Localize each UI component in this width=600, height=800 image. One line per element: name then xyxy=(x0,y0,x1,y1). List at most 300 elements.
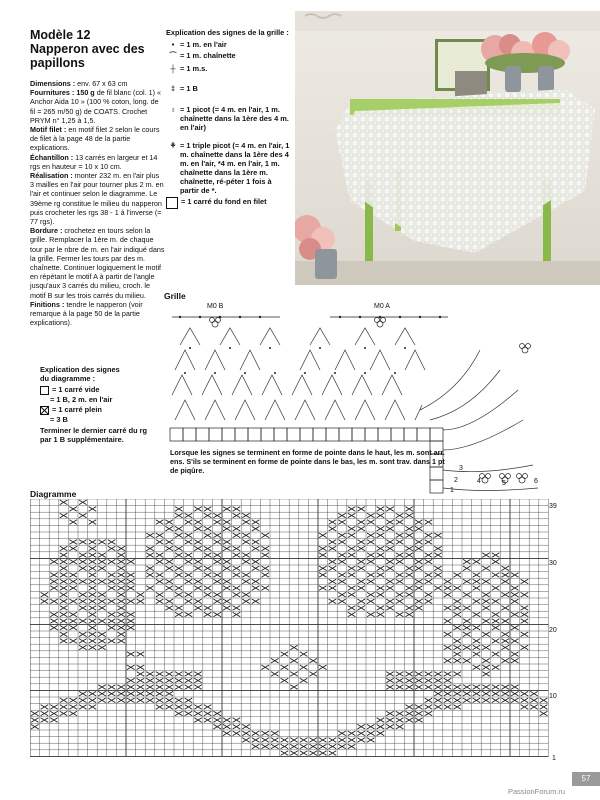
filled-cell xyxy=(377,513,385,518)
filled-cell xyxy=(405,513,413,518)
filled-cell xyxy=(117,698,125,703)
filled-cell xyxy=(473,573,481,578)
filled-cell xyxy=(89,632,97,637)
filled-cell xyxy=(233,606,241,611)
filled-cell xyxy=(405,606,413,611)
filled-cell xyxy=(146,553,154,558)
filled-cell xyxy=(453,573,461,578)
filled-cell xyxy=(444,691,452,696)
grille-row-1: 1 xyxy=(450,487,454,494)
filled-cell xyxy=(319,751,327,756)
filled-cell xyxy=(69,546,77,551)
filled-cell xyxy=(444,579,452,584)
filled-cell xyxy=(165,540,173,545)
filled-cell xyxy=(511,639,519,644)
filled-cell xyxy=(329,744,337,749)
filled-cell xyxy=(463,619,471,624)
filled-cell xyxy=(261,546,269,551)
filled-cell xyxy=(89,507,97,512)
filled-cell xyxy=(357,586,365,591)
filled-cell xyxy=(146,546,154,551)
filled-cell xyxy=(463,698,471,703)
filled-cell xyxy=(415,711,423,716)
filled-cell xyxy=(108,619,116,624)
filled-cell xyxy=(492,698,500,703)
filled-cell xyxy=(50,579,58,584)
filled-cell xyxy=(367,559,375,564)
grid-legend-chain: • = 1 m. en l'air xyxy=(166,40,296,49)
filled-cell xyxy=(511,612,519,617)
filled-cell xyxy=(69,612,77,617)
filled-cell xyxy=(521,612,529,617)
filled-cell xyxy=(444,606,452,611)
filled-cell xyxy=(79,639,87,644)
motif-a-label: M0 A xyxy=(374,303,390,310)
filled-cell xyxy=(319,566,327,571)
filled-cell xyxy=(175,592,183,597)
filled-cell xyxy=(89,566,97,571)
filled-cell xyxy=(79,553,87,558)
filled-cell xyxy=(405,586,413,591)
model-title xyxy=(30,28,160,70)
filled-cell xyxy=(233,553,241,558)
filled-cell xyxy=(156,705,164,710)
filled-cell xyxy=(79,540,87,545)
filled-cell xyxy=(175,546,183,551)
filled-cell xyxy=(242,520,250,525)
filled-cell xyxy=(482,658,490,663)
filled-cell xyxy=(367,553,375,558)
filled-cell xyxy=(348,573,356,578)
filled-cell xyxy=(89,573,97,578)
filled-cell xyxy=(521,579,529,584)
filled-cell xyxy=(89,705,97,710)
filled-cell xyxy=(213,711,221,716)
filled-cell xyxy=(165,678,173,683)
filled-cell xyxy=(473,579,481,584)
filled-cell xyxy=(338,599,346,604)
filled-cell xyxy=(146,566,154,571)
filled-cell xyxy=(511,625,519,630)
filled-cell xyxy=(377,553,385,558)
instruction-text: crochetez en tours selon la grille. Remplacer la 1ère m. de chaque tour par le nbre de m. en l'air indiqué dans la grille. Fermer les tours par des m. chaînette. Continuer logiquement le motif en répétant le motif A à partir de l'angle jusqu'aux 3 carrés du milieu, croch. le motif B sur les trois carrés du milieu. xyxy=(30,226,165,300)
filled-cell xyxy=(415,705,423,710)
filled-cell xyxy=(108,573,116,578)
filled-cell xyxy=(204,553,212,558)
filled-cell xyxy=(501,632,509,637)
filled-cell xyxy=(194,526,202,531)
instructions xyxy=(30,79,165,327)
filled-cell xyxy=(329,526,337,531)
filled-cell xyxy=(252,579,260,584)
filled-cell xyxy=(60,705,68,710)
filled-cell xyxy=(338,744,346,749)
filled-cell xyxy=(127,586,135,591)
filled-cell xyxy=(501,619,509,624)
filled-cell xyxy=(492,612,500,617)
filled-cell xyxy=(117,579,125,584)
filled-cell xyxy=(252,566,260,571)
filled-cell xyxy=(60,500,68,505)
filled-cell xyxy=(357,546,365,551)
mesh-square-icon xyxy=(166,197,178,209)
filled-cell xyxy=(396,520,404,525)
filled-cell xyxy=(69,520,77,525)
motif-b-label: M0 B xyxy=(207,303,224,310)
filled-cell xyxy=(137,685,145,690)
filled-cell xyxy=(79,592,87,597)
filled-cell xyxy=(271,738,279,743)
filled-cell xyxy=(386,718,394,723)
filled-cell xyxy=(290,738,298,743)
filled-cell xyxy=(453,586,461,591)
filled-cell xyxy=(223,606,231,611)
filled-cell xyxy=(482,579,490,584)
filled-cell xyxy=(175,612,183,617)
filled-cell xyxy=(175,698,183,703)
filled-cell xyxy=(309,751,317,756)
filled-cell xyxy=(50,718,58,723)
filled-cell xyxy=(492,573,500,578)
filled-cell xyxy=(348,606,356,611)
filled-cell xyxy=(501,573,509,578)
filled-cell xyxy=(425,592,433,597)
filled-cell xyxy=(473,612,481,617)
filled-cell xyxy=(89,592,97,597)
filled-cell xyxy=(117,586,125,591)
filled-cell xyxy=(137,678,145,683)
filled-cell xyxy=(194,507,202,512)
filled-cell xyxy=(473,639,481,644)
diagramme-title: Diagramme xyxy=(30,489,77,499)
filled-cell xyxy=(309,738,317,743)
filled-cell xyxy=(386,599,394,604)
filled-cell xyxy=(146,698,154,703)
filled-cell xyxy=(194,566,202,571)
filled-cell xyxy=(453,652,461,657)
filled-cell xyxy=(185,711,193,716)
filled-cell xyxy=(300,665,308,670)
filled-cell xyxy=(329,579,337,584)
grille-row-2: 2 xyxy=(454,477,458,484)
filled-cell xyxy=(281,738,289,743)
filled-cell xyxy=(473,625,481,630)
filled-cell xyxy=(146,678,154,683)
filled-cell xyxy=(175,606,183,611)
filled-cell xyxy=(300,678,308,683)
grid-legend xyxy=(166,28,296,37)
filled-cell xyxy=(377,566,385,571)
filled-cell xyxy=(415,586,423,591)
filled-cell xyxy=(386,678,394,683)
filled-cell xyxy=(367,731,375,736)
filled-cell xyxy=(117,639,125,644)
filled-cell xyxy=(165,579,173,584)
filled-cell xyxy=(482,665,490,670)
filled-cell xyxy=(463,579,471,584)
filled-cell xyxy=(146,533,154,538)
filled-cell xyxy=(521,698,529,703)
diagram-legend xyxy=(40,365,160,444)
model-number: Modèle 12 xyxy=(30,28,91,42)
filled-cell xyxy=(89,540,97,545)
filled-cell xyxy=(213,520,221,525)
filled-cell xyxy=(223,526,231,531)
filled-cell xyxy=(348,744,356,749)
grille-row-4: 4 xyxy=(477,478,481,485)
filled-cell xyxy=(319,586,327,591)
filled-cell xyxy=(386,724,394,729)
filled-cell xyxy=(41,718,49,723)
instruction-label: Motif filet : xyxy=(30,125,67,135)
filled-cell xyxy=(242,559,250,564)
filled-cell xyxy=(204,606,212,611)
filled-cell xyxy=(377,724,385,729)
filled-cell xyxy=(165,606,173,611)
filled-cell xyxy=(396,685,404,690)
grille-row-3: 3 xyxy=(459,465,463,472)
filled-cell xyxy=(290,645,298,650)
filled-cell xyxy=(425,698,433,703)
filled-cell xyxy=(367,599,375,604)
filled-cell xyxy=(463,592,471,597)
filled-cell xyxy=(127,678,135,683)
filled-cell xyxy=(453,691,461,696)
filled-cell xyxy=(233,507,241,512)
filled-cell xyxy=(194,586,202,591)
filled-cell xyxy=(175,672,183,677)
grid-legend-triple-picot: ⚘ = 1 triple picot (= 4 m. en l'air, 1 m. chaînette dans la 1ère des 4 m. en l'air, *4 m. en l'air, 1 m. chaînette dans la 1ère m. chaînette, ré-péter 1 fois à partir de *. xyxy=(166,141,296,195)
filled-cell xyxy=(405,507,413,512)
filled-cell xyxy=(357,724,365,729)
filled-cell xyxy=(425,573,433,578)
filled-cell xyxy=(511,658,519,663)
filled-cell xyxy=(69,625,77,630)
filled-cell xyxy=(434,698,442,703)
filled-cell xyxy=(463,685,471,690)
filled-cell xyxy=(233,592,241,597)
filled-cell xyxy=(242,540,250,545)
diagram-row-10: 10 xyxy=(549,693,557,700)
filled-cell xyxy=(223,579,231,584)
filled-cell xyxy=(89,691,97,696)
model-name-line1: Napperon avec des xyxy=(30,42,145,56)
filled-cell xyxy=(165,546,173,551)
filled-cell xyxy=(185,513,193,518)
filled-cell xyxy=(204,573,212,578)
filled-cell xyxy=(108,685,116,690)
filled-cell xyxy=(213,513,221,518)
filled-cell xyxy=(50,559,58,564)
filled-cell xyxy=(252,526,260,531)
filled-cell xyxy=(242,724,250,729)
filled-cell xyxy=(367,513,375,518)
filled-cell xyxy=(396,718,404,723)
filled-cell xyxy=(357,507,365,512)
filled-cell xyxy=(309,658,317,663)
filled-cell xyxy=(165,685,173,690)
filled-cell xyxy=(290,672,298,677)
filled-cell xyxy=(473,645,481,650)
filled-cell xyxy=(444,672,452,677)
filled-cell xyxy=(223,724,231,729)
filled-cell xyxy=(348,738,356,743)
filled-cell xyxy=(89,553,97,558)
filled-cell xyxy=(108,540,116,545)
filled-cell xyxy=(204,718,212,723)
filled-cell xyxy=(309,744,317,749)
filled-cell xyxy=(242,513,250,518)
filled-cell xyxy=(338,513,346,518)
filled-cell xyxy=(501,606,509,611)
filled-cell xyxy=(511,592,519,597)
filled-cell xyxy=(50,599,58,604)
filled-cell xyxy=(521,619,529,624)
filled-cell xyxy=(425,705,433,710)
filled-cell xyxy=(357,599,365,604)
filled-cell xyxy=(98,698,106,703)
filled-cell xyxy=(501,579,509,584)
filled-cell xyxy=(233,533,241,538)
diagram-legend-title: Explication des signes du diagramme : xyxy=(40,365,120,383)
filled-cell xyxy=(482,632,490,637)
instruction-label: Finitions : xyxy=(30,299,65,309)
filled-cell xyxy=(492,639,500,644)
filled-cell xyxy=(213,559,221,564)
filled-cell xyxy=(156,520,164,525)
filled-cell xyxy=(213,553,221,558)
filled-cell xyxy=(175,526,183,531)
filled-cell xyxy=(223,566,231,571)
filled-cell xyxy=(444,685,452,690)
filled-cell xyxy=(89,579,97,584)
filled-cell xyxy=(300,738,308,743)
filled-cell xyxy=(367,592,375,597)
filled-cell xyxy=(521,592,529,597)
filled-cell xyxy=(473,698,481,703)
filled-cell xyxy=(453,645,461,650)
filled-cell xyxy=(348,566,356,571)
filled-cell xyxy=(156,540,164,545)
filled-cell xyxy=(117,592,125,597)
filled-cell xyxy=(492,553,500,558)
slipstitch-icon: ⌒ xyxy=(169,51,177,60)
filled-cell xyxy=(492,685,500,690)
filled-cell xyxy=(60,553,68,558)
filled-cell xyxy=(434,586,442,591)
filled-cell xyxy=(492,652,500,657)
filled-cell xyxy=(223,540,231,545)
filled-cell xyxy=(213,612,221,617)
filled-cell xyxy=(377,533,385,538)
filled-cell xyxy=(482,553,490,558)
filled-cell xyxy=(127,573,135,578)
filled-cell xyxy=(89,619,97,624)
filled-cell xyxy=(89,606,97,611)
filled-cell xyxy=(204,533,212,538)
filled-cell xyxy=(185,540,193,545)
filled-cell xyxy=(127,612,135,617)
filled-cell xyxy=(223,546,231,551)
filled-cell xyxy=(242,592,250,597)
filled-cell xyxy=(108,625,116,630)
filled-cell xyxy=(338,520,346,525)
filled-cell xyxy=(156,592,164,597)
page-number: 57 xyxy=(572,772,600,786)
filled-cell xyxy=(223,520,231,525)
model-name-line2: papillons xyxy=(30,56,85,70)
filled-cell xyxy=(300,751,308,756)
filled-cell xyxy=(98,606,106,611)
filled-cell xyxy=(396,540,404,545)
filled-cell xyxy=(213,579,221,584)
filled-cell xyxy=(223,559,231,564)
filled-cell xyxy=(137,698,145,703)
filled-cell xyxy=(242,599,250,604)
filled-cell xyxy=(415,520,423,525)
grille-note: Lorsque les signes se terminent en forme de pointe dans le haut, les m. sont arr. ens. S'ils se terminent en forme de pointe dans le bas, les m. sont trav. dans 1 pt de piqûre. xyxy=(170,448,445,475)
filled-cell xyxy=(204,612,212,617)
filled-cell xyxy=(175,566,183,571)
filled-cell xyxy=(117,606,125,611)
filled-cell xyxy=(319,738,327,743)
filled-cell xyxy=(175,553,183,558)
filled-cell xyxy=(386,711,394,716)
filled-cell xyxy=(185,705,193,710)
filled-cell xyxy=(252,744,260,749)
filled-cell xyxy=(405,592,413,597)
filled-cell xyxy=(425,533,433,538)
filled-cell xyxy=(482,685,490,690)
filled-cell xyxy=(127,685,135,690)
filled-cell xyxy=(482,698,490,703)
filled-cell xyxy=(501,658,509,663)
filled-cell xyxy=(530,691,538,696)
filled-cell xyxy=(89,586,97,591)
filled-cell xyxy=(425,685,433,690)
filled-cell xyxy=(156,678,164,683)
filled-cell xyxy=(329,751,337,756)
filled-cell xyxy=(444,705,452,710)
filled-cell xyxy=(60,612,68,617)
filled-cell xyxy=(405,718,413,723)
filled-cell xyxy=(165,691,173,696)
filled-cell xyxy=(444,698,452,703)
filled-cell xyxy=(137,592,145,597)
filled-cell xyxy=(252,559,260,564)
filled-cell xyxy=(127,599,135,604)
filled-cell xyxy=(396,592,404,597)
filled-cell xyxy=(213,540,221,545)
filled-cell xyxy=(194,606,202,611)
filled-cell xyxy=(329,586,337,591)
instruction-text: tendre le napperon (voir remarque à la page 50 de la partie explications). xyxy=(30,299,143,328)
filled-cell xyxy=(463,632,471,637)
filled-cell xyxy=(31,711,39,716)
filled-cell xyxy=(233,526,241,531)
filled-cell xyxy=(425,540,433,545)
filled-cell xyxy=(69,639,77,644)
filled-cell xyxy=(501,645,509,650)
filled-cell xyxy=(89,612,97,617)
filled-cell xyxy=(482,691,490,696)
filled-cell xyxy=(117,566,125,571)
filled-cell xyxy=(98,579,106,584)
filled-cell xyxy=(405,573,413,578)
filled-cell xyxy=(367,724,375,729)
chain-icon: • xyxy=(171,40,175,49)
filled-cell xyxy=(357,731,365,736)
